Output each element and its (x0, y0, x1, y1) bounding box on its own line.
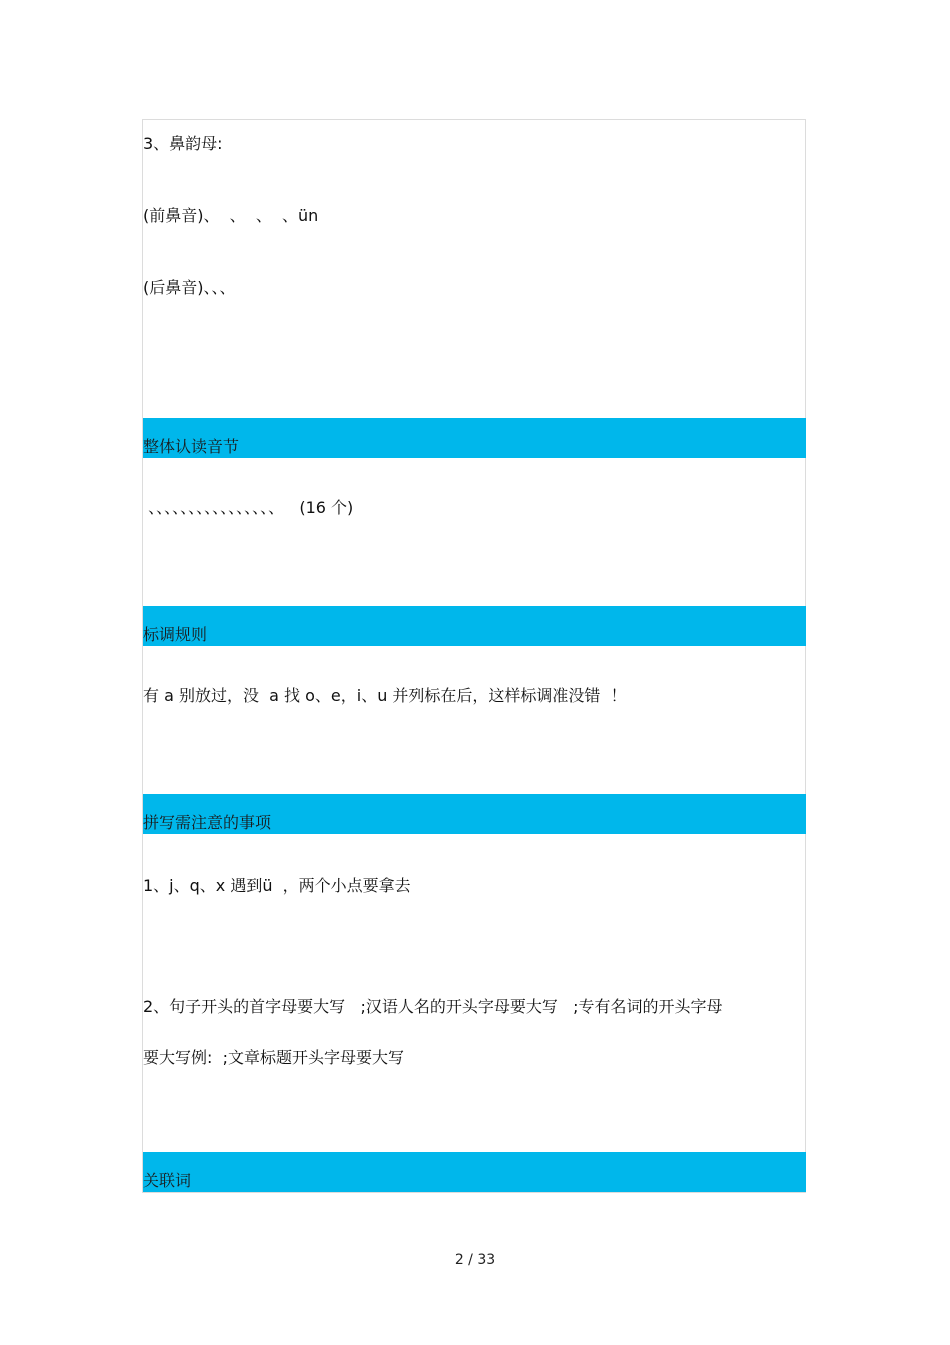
page-number: 2 / 33 (454, 1252, 496, 1268)
whole-syllables-content: 、、、、、、、、、、、、、、、、 (16 个) (143, 498, 354, 517)
section-title: 拼写需注意的事项 (143, 813, 272, 832)
section-header-spelling-notes (143, 794, 806, 834)
tone-rules-content: 有 a 别放过，没 a 找 o、e，i、u 并列标在后，这样标调准没错 ！ (143, 686, 627, 705)
spelling-note-1: 1、j、q、x 遇到ü ，两个小点要拿去 (143, 876, 411, 895)
spelling-note-2-line-2: 要大写例: ;文章标题开头字母要大写 (143, 1048, 404, 1067)
section-header-conjunctions (143, 1152, 806, 1192)
front-nasal-line: (前鼻音)、 、 、 、ün (143, 206, 319, 225)
section-title: 整体认读音节 (143, 437, 240, 456)
page-frame (142, 119, 806, 1193)
spelling-note-2-line-1: 2、句子开头的首字母要大写 ;汉语人名的开头字母要大写 ;专有名词的开头字母 (143, 997, 723, 1016)
section-header-whole-syllables (143, 418, 806, 458)
back-nasal-line: (后鼻音)、、、 (143, 278, 236, 297)
nasal-finals-heading: 3、鼻韵母: (143, 134, 223, 153)
section-title: 标调规则 (143, 625, 208, 644)
section-header-tone-rules (143, 606, 806, 646)
section-title: 关联词 (143, 1171, 192, 1190)
